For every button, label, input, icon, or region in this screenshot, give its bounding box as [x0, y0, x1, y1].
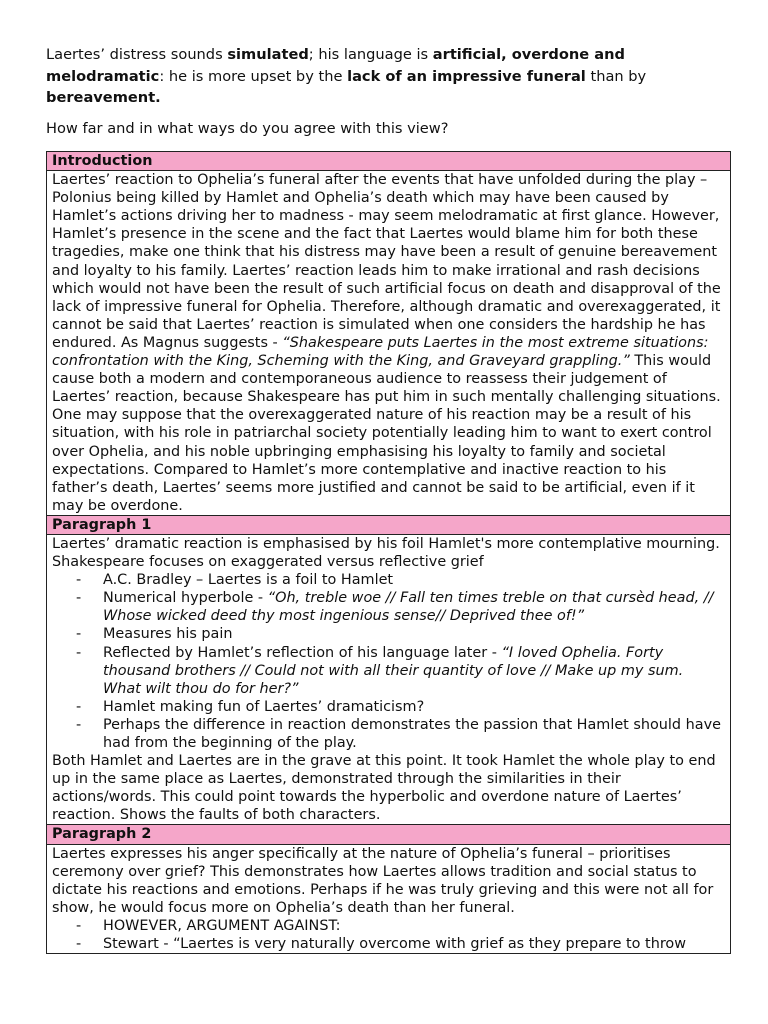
- prompt-text: ; his language is: [308, 46, 433, 63]
- paragraph-2-body: [47, 844, 731, 953]
- dash-bullet: -: [76, 626, 82, 643]
- essay-question: How far and in what ways do you agree with this view?: [46, 120, 449, 137]
- list-item: [76, 571, 725, 589]
- list-item-text: Stewart - “Laertes is very naturally overcome with grief as they prepare to throw: [103, 936, 686, 953]
- section-heading-introduction: Introduction: [47, 152, 731, 171]
- dash-bullet: -: [76, 716, 82, 733]
- paragraph-2-list: [52, 917, 725, 953]
- prompt-text: Laertes’ distress sounds: [46, 46, 228, 63]
- dash-bullet: -: [76, 644, 82, 661]
- list-item: [76, 698, 725, 716]
- list-item-text: Perhaps the difference in reaction demonstrates the passion that Hamlet should have had from the beginning of the play.: [103, 716, 721, 751]
- paragraph-1-list: [52, 571, 725, 752]
- list-item-text: A.C. Bradley – Laertes is a foil to Hamlet: [103, 572, 394, 589]
- essay-plan-table: [46, 151, 731, 954]
- dash-bullet: -: [76, 572, 82, 589]
- list-item: [76, 625, 725, 643]
- intro-text: This would cause both a modern and contemporaneous audience to reassess their judgement of Laertes’ reaction, because Shakespeare has put him in such mentally challenging situations. One may suppose that the overexaggerated nature of his reaction may be a result of his situation, with his role in patriarchal society potentially leading him to want to exert control over Ophelia, and his noble upbringing emphasising his loyalty to family and societal expectations. Compared to Hamlet’s more contemplative and inactive reaction to his father’s death, Laertes’ seems more justified and cannot be said to be artificial, even if it may be overdone.: [52, 353, 721, 514]
- list-item: [76, 589, 725, 625]
- list-item-text: Hamlet making fun of Laertes’ dramaticism?: [103, 698, 425, 715]
- paragraph-1-tail: Both Hamlet and Laertes are in the grave at this point. It took Hamlet the whole play to end up in the same place as Laertes, demonstrated through the similarities in their actions/words. This could point towards the hyperbolic and overdone nature of Laertes’ reaction. Shows the faults of both characters.: [52, 753, 716, 824]
- list-item: [76, 716, 725, 752]
- dash-bullet: -: [76, 936, 82, 953]
- list-item-text: HOWEVER, ARGUMENT AGAINST:: [103, 917, 341, 934]
- list-item: [76, 917, 725, 935]
- list-item-quote: “I loved Ophelia. Forty thousand brothers // Could not with all their quantity of love // Make up my sum. What wilt thou do for her?”: [103, 644, 684, 697]
- prompt-text: : he is more upset by the: [159, 67, 348, 85]
- list-item-quote: “Oh, treble woe // Fall ten times treble on that cursèd head, // Whose wicked deed thy most ingenious sense// Deprived thee of!”: [103, 590, 714, 625]
- list-item-text: Numerical hyperbole -: [103, 590, 268, 607]
- paragraph-1-body: [47, 534, 731, 825]
- list-item-text: Reflected by Hamlet’s reflection of his language later -: [103, 644, 502, 661]
- list-item: [76, 644, 725, 698]
- paragraph-1-lead: Laertes’ dramatic reaction is emphasised by his foil Hamlet's more contemplative mourning. Shakespeare focuses on exaggerated versus reflective grief: [52, 535, 720, 571]
- essay-prompt: [46, 44, 726, 109]
- dash-bullet: -: [76, 590, 82, 607]
- intro-text: Laertes’ reaction to Ophelia’s funeral after the events that have unfolded during the play – Polonius being killed by Hamlet and Ophelia’s death which may have been caused by Hamlet’s actions driving her to madness - may seem melodramatic at first glance. However, Hamlet’s presence in the scene and the fact that Laertes would blame him for both these tragedies, make one think that his distress may have been a result of genuine bereavement and loyalty to his family. Laertes’ reaction leads him to make irrational and rash decisions which would not have been the result of such artificial focus on death and disapproval of the lack of impressive funeral for Ophelia. Therefore, although dramatic and overexaggerated, it cannot be said that Laertes’ reaction is simulated when one considers the hardship he has endured. As Magnus suggests -: [52, 172, 721, 351]
- paragraph-2-lead: Laertes expresses his anger specifically at the nature of Ophelia’s funeral – prioritises ceremony over grief? This demonstrates how Laertes allows tradition and social status to dictate his reactions and emotions. Perhaps if he was truly grieving and this were not all for show, he would focus more on Ophelia’s death than her funeral.: [52, 845, 714, 916]
- list-item-text: Measures his pain: [103, 626, 233, 643]
- dash-bullet: -: [76, 698, 82, 715]
- section-heading-paragraph-1: Paragraph 1: [47, 515, 731, 534]
- list-item: [76, 935, 725, 953]
- dash-bullet: -: [76, 917, 82, 934]
- prompt-bold: artificial, overdone and melodramatic: [46, 46, 625, 85]
- section-heading-paragraph-2: Paragraph 2: [47, 825, 731, 844]
- prompt-bold: lack of an impressive funeral: [347, 67, 586, 85]
- prompt-bold: simulated: [227, 46, 309, 63]
- prompt-text: than by: [585, 67, 647, 85]
- introduction-body: [47, 171, 731, 516]
- prompt-bold: bereavement.: [46, 89, 161, 106]
- magnus-quote: “Shakespeare puts Laertes in the most extreme situations: confrontation with the King, Scheming with the King, and Graveyard grappling.”: [52, 334, 709, 370]
